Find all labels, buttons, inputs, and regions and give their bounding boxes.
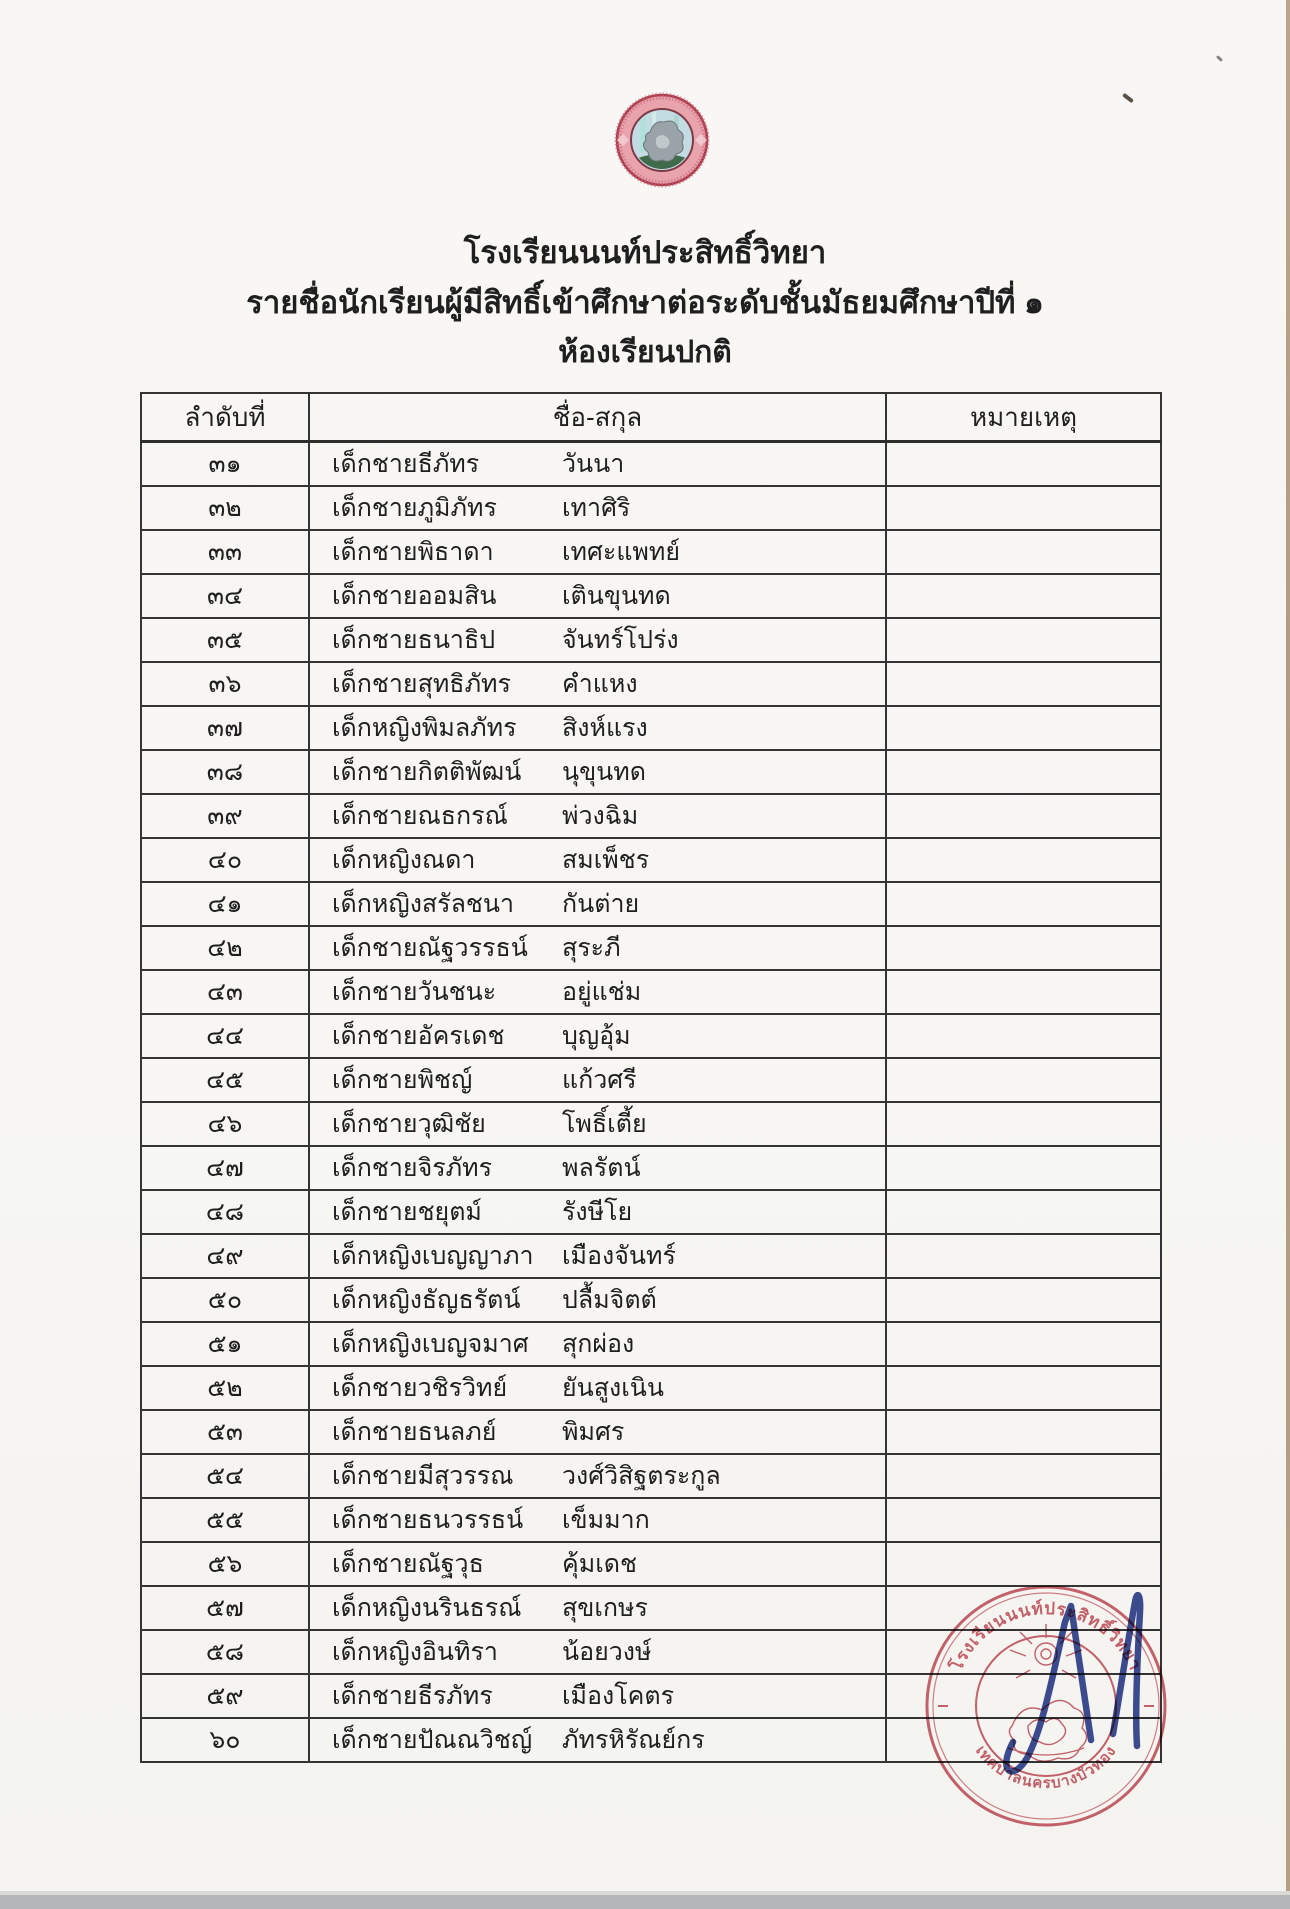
table-row bbox=[141, 442, 1161, 487]
note-cell bbox=[886, 1190, 1161, 1234]
school-name: โรงเรียนนนท์ประสิทธิ์วิทยา bbox=[463, 235, 827, 270]
order-number: ๓๖ bbox=[141, 662, 309, 706]
first-name: เด็กชายณัฐวุธ bbox=[332, 1550, 484, 1578]
name-cell bbox=[309, 486, 886, 530]
note-cell bbox=[886, 1410, 1161, 1454]
order-number: ๓๒ bbox=[141, 486, 309, 530]
surname: อยู่แช่ม bbox=[562, 978, 642, 1006]
ink-speck bbox=[1122, 93, 1134, 104]
surname: เข็มมาก bbox=[562, 1506, 650, 1534]
note-cell bbox=[886, 882, 1161, 926]
name-cell bbox=[309, 1586, 886, 1630]
note-cell bbox=[886, 618, 1161, 662]
name-cell bbox=[309, 618, 886, 662]
table-row bbox=[141, 486, 1161, 530]
table-header bbox=[141, 393, 1161, 442]
name-cell bbox=[309, 1498, 886, 1542]
surname: นุขุนทด bbox=[562, 758, 646, 786]
table-row bbox=[141, 750, 1161, 794]
scan-edge-bottom bbox=[0, 1895, 1290, 1909]
order-number: ๓๕ bbox=[141, 618, 309, 662]
first-name: เด็กชายวันชนะ bbox=[332, 978, 497, 1006]
surname: ปลื้มจิตต์ bbox=[562, 1286, 657, 1314]
document-header bbox=[0, 228, 1290, 378]
note-cell bbox=[886, 926, 1161, 970]
order-number: ๓๘ bbox=[141, 750, 309, 794]
table-row bbox=[141, 838, 1161, 882]
first-name: เด็กชายปัณณวิชญ์ bbox=[332, 1726, 533, 1754]
note-cell bbox=[886, 662, 1161, 706]
note-cell bbox=[886, 1146, 1161, 1190]
table-row bbox=[141, 970, 1161, 1014]
table-row bbox=[141, 1366, 1161, 1410]
note-cell bbox=[886, 706, 1161, 750]
name-cell bbox=[309, 1278, 886, 1322]
name-cell bbox=[309, 882, 886, 926]
name-cell bbox=[309, 1366, 886, 1410]
name-cell bbox=[309, 1102, 886, 1146]
name-cell bbox=[309, 1630, 886, 1674]
first-name: เด็กชายณัฐวรรธน์ bbox=[332, 934, 528, 962]
order-number: ๕๖ bbox=[141, 1542, 309, 1586]
surname: คำแหง bbox=[562, 670, 638, 698]
surname: จันทร์โปร่ง bbox=[562, 626, 679, 654]
first-name: เด็กหญิงพิมลภัทร bbox=[332, 714, 517, 742]
name-cell bbox=[309, 1674, 886, 1718]
first-name: เด็กหญิงเบญจมาศ bbox=[332, 1330, 529, 1358]
order-number: ๖๐ bbox=[141, 1718, 309, 1762]
order-number: ๕๑ bbox=[141, 1322, 309, 1366]
order-number: ๔๓ bbox=[141, 970, 309, 1014]
first-name: เด็กชายกิตติพัฒน์ bbox=[332, 758, 522, 786]
note-cell bbox=[886, 1058, 1161, 1102]
first-name: เด็กชายธีรภัทร bbox=[332, 1682, 493, 1710]
note-cell bbox=[886, 838, 1161, 882]
table-row bbox=[141, 1058, 1161, 1102]
table-row bbox=[141, 530, 1161, 574]
name-cell bbox=[309, 750, 886, 794]
name-cell bbox=[309, 794, 886, 838]
stamp-top-text: โรงเรียนนนท์ประสิทธิ์วิทยา bbox=[946, 1598, 1146, 1674]
order-number: ๕๔ bbox=[141, 1454, 309, 1498]
table-row bbox=[141, 1454, 1161, 1498]
name-cell bbox=[309, 1190, 886, 1234]
note-cell bbox=[886, 1454, 1161, 1498]
table-row bbox=[141, 618, 1161, 662]
surname: เตินขุนทด bbox=[562, 582, 671, 610]
order-number: ๔๖ bbox=[141, 1102, 309, 1146]
name-cell bbox=[309, 838, 886, 882]
order-number: ๔๐ bbox=[141, 838, 309, 882]
surname: สุระภี bbox=[562, 934, 621, 962]
first-name: เด็กชายธนวรรธน์ bbox=[332, 1506, 524, 1534]
ink-speck bbox=[1216, 55, 1223, 62]
name-cell bbox=[309, 1322, 886, 1366]
column-header-order: ลำดับที่ bbox=[141, 393, 309, 442]
table-row bbox=[141, 1322, 1161, 1366]
first-name: เด็กชายธนลภย์ bbox=[332, 1418, 497, 1446]
note-cell bbox=[886, 794, 1161, 838]
surname: พิมศร bbox=[562, 1418, 625, 1446]
table-row bbox=[141, 1146, 1161, 1190]
name-cell bbox=[309, 442, 886, 487]
note-cell bbox=[886, 1322, 1161, 1366]
table-row bbox=[141, 926, 1161, 970]
order-number: ๓๓ bbox=[141, 530, 309, 574]
order-number: ๔๕ bbox=[141, 1058, 309, 1102]
name-cell bbox=[309, 1146, 886, 1190]
first-name: เด็กชายณธกรณ์ bbox=[332, 802, 508, 830]
name-cell bbox=[309, 970, 886, 1014]
order-number: ๕๒ bbox=[141, 1366, 309, 1410]
surname: เมืองจันทร์ bbox=[562, 1242, 676, 1270]
order-number: ๕๙ bbox=[141, 1674, 309, 1718]
surname: วันนา bbox=[562, 450, 625, 478]
order-number: ๕๕ bbox=[141, 1498, 309, 1542]
name-cell bbox=[309, 926, 886, 970]
first-name: เด็กชายมีสุวรรณ bbox=[332, 1462, 514, 1490]
order-number: ๔๗ bbox=[141, 1146, 309, 1190]
surname: พลรัตน์ bbox=[562, 1154, 641, 1182]
note-cell bbox=[886, 442, 1161, 487]
order-number: ๔๑ bbox=[141, 882, 309, 926]
table-row bbox=[141, 1410, 1161, 1454]
name-cell bbox=[309, 1234, 886, 1278]
column-header-name: ชื่อ-สกุล bbox=[309, 393, 886, 442]
header-row bbox=[141, 393, 1161, 442]
table-row bbox=[141, 1234, 1161, 1278]
first-name: เด็กชายชยุตม์ bbox=[332, 1198, 482, 1226]
first-name: เด็กชายออมสิน bbox=[332, 582, 497, 610]
name-cell bbox=[309, 1014, 886, 1058]
note-cell bbox=[886, 1234, 1161, 1278]
first-name: เด็กชายธนาธิป bbox=[332, 626, 496, 654]
note-cell bbox=[886, 486, 1161, 530]
table-row bbox=[141, 1102, 1161, 1146]
first-name: เด็กชายพิชญ์ bbox=[332, 1066, 473, 1094]
table-row bbox=[141, 662, 1161, 706]
table-row bbox=[141, 1190, 1161, 1234]
first-name: เด็กชายพิธาดา bbox=[332, 538, 494, 566]
order-number: ๔๘ bbox=[141, 1190, 309, 1234]
order-number: ๕๓ bbox=[141, 1410, 309, 1454]
order-number: ๕๗ bbox=[141, 1586, 309, 1630]
name-cell bbox=[309, 662, 886, 706]
first-name: เด็กชายวุฒิชัย bbox=[332, 1110, 486, 1138]
name-cell bbox=[309, 706, 886, 750]
stamp-bottom-text: เทศบาลนครบางบัวทอง bbox=[972, 1742, 1120, 1793]
surname: บุญอุ้ม bbox=[562, 1022, 631, 1050]
note-cell bbox=[886, 530, 1161, 574]
first-name: เด็กหญิงณดา bbox=[332, 846, 476, 874]
first-name: เด็กชายธีภัทร bbox=[332, 450, 480, 478]
note-cell bbox=[886, 1102, 1161, 1146]
table-row bbox=[141, 574, 1161, 618]
surname: โพธิ์เตี้ย bbox=[562, 1110, 647, 1138]
first-name: เด็กหญิงอินทิรา bbox=[332, 1638, 498, 1666]
table-row bbox=[141, 1278, 1161, 1322]
name-cell bbox=[309, 574, 886, 618]
order-number: ๓๔ bbox=[141, 574, 309, 618]
table-row bbox=[141, 882, 1161, 926]
first-name: เด็กหญิงเบญญาภา bbox=[332, 1242, 534, 1270]
first-name: เด็กชายอัครเดช bbox=[332, 1022, 505, 1050]
first-name: เด็กชายสุทธิภัทร bbox=[332, 670, 511, 698]
document-subtitle: รายชื่อนักเรียนผู้มีสิทธิ์เข้าศึกษาต่อระดับชั้นมัธยมศึกษาปีที่ ๑ bbox=[246, 285, 1044, 320]
surname: พ่วงฉิม bbox=[562, 802, 639, 830]
note-cell bbox=[886, 1278, 1161, 1322]
order-number: ๓๙ bbox=[141, 794, 309, 838]
order-number: ๓๑ bbox=[141, 442, 309, 487]
table-row bbox=[141, 1014, 1161, 1058]
surname: คุ้มเดช bbox=[562, 1550, 637, 1578]
name-cell bbox=[309, 1058, 886, 1102]
note-cell bbox=[886, 750, 1161, 794]
note-cell bbox=[886, 1366, 1161, 1410]
note-cell bbox=[886, 970, 1161, 1014]
surname: รังษีโย bbox=[562, 1198, 633, 1226]
surname: สมเพ็ชร bbox=[562, 846, 650, 874]
column-header-note: หมายเหตุ bbox=[886, 393, 1161, 442]
student-table bbox=[140, 392, 1160, 1763]
name-cell bbox=[309, 1542, 886, 1586]
surname: เทศะแพทย์ bbox=[562, 538, 681, 566]
surname: แก้วศรี bbox=[562, 1066, 637, 1094]
table-row bbox=[141, 706, 1161, 750]
surname: กันต่าย bbox=[562, 890, 640, 918]
order-number: ๕๐ bbox=[141, 1278, 309, 1322]
surname: เมืองโคตร bbox=[562, 1682, 675, 1710]
name-cell bbox=[309, 1718, 886, 1762]
room-type: ห้องเรียนปกติ bbox=[558, 336, 732, 369]
order-number: ๔๒ bbox=[141, 926, 309, 970]
name-cell bbox=[309, 530, 886, 574]
school-logo-seal-icon bbox=[612, 90, 712, 190]
surname: สุกผ่อง bbox=[562, 1330, 635, 1358]
surname: ยันสูงเนิน bbox=[562, 1374, 664, 1402]
note-cell bbox=[886, 1498, 1161, 1542]
surname: วงศ์วิสิฐตระกูล bbox=[562, 1462, 721, 1490]
note-cell bbox=[886, 574, 1161, 618]
name-cell bbox=[309, 1410, 886, 1454]
student-table-body bbox=[141, 442, 1161, 1763]
order-number: ๕๘ bbox=[141, 1630, 309, 1674]
surname: น้อยวงษ์ bbox=[562, 1638, 652, 1666]
table-row bbox=[141, 794, 1161, 838]
table-row bbox=[141, 1498, 1161, 1542]
order-number: ๔๔ bbox=[141, 1014, 309, 1058]
name-cell bbox=[309, 1454, 886, 1498]
first-name: เด็กหญิงธัญธรัตน์ bbox=[332, 1286, 521, 1314]
order-number: ๔๙ bbox=[141, 1234, 309, 1278]
first-name: เด็กชายจิรภัทร bbox=[332, 1154, 493, 1182]
order-number: ๓๗ bbox=[141, 706, 309, 750]
surname: สุขเกษร bbox=[562, 1594, 648, 1622]
first-name: เด็กชายภูมิภัทร bbox=[332, 494, 497, 522]
first-name: เด็กหญิงนรินธรณ์ bbox=[332, 1594, 522, 1622]
first-name: เด็กชายวชิรวิทย์ bbox=[332, 1374, 508, 1402]
surname: ภัทรหิรัณย์กร bbox=[562, 1726, 705, 1754]
surname: สิงห์แรง bbox=[562, 714, 648, 742]
surname: เทาศิริ bbox=[562, 494, 631, 522]
first-name: เด็กหญิงสรัลชนา bbox=[332, 890, 515, 918]
note-cell bbox=[886, 1014, 1161, 1058]
signature bbox=[985, 1582, 1155, 1792]
